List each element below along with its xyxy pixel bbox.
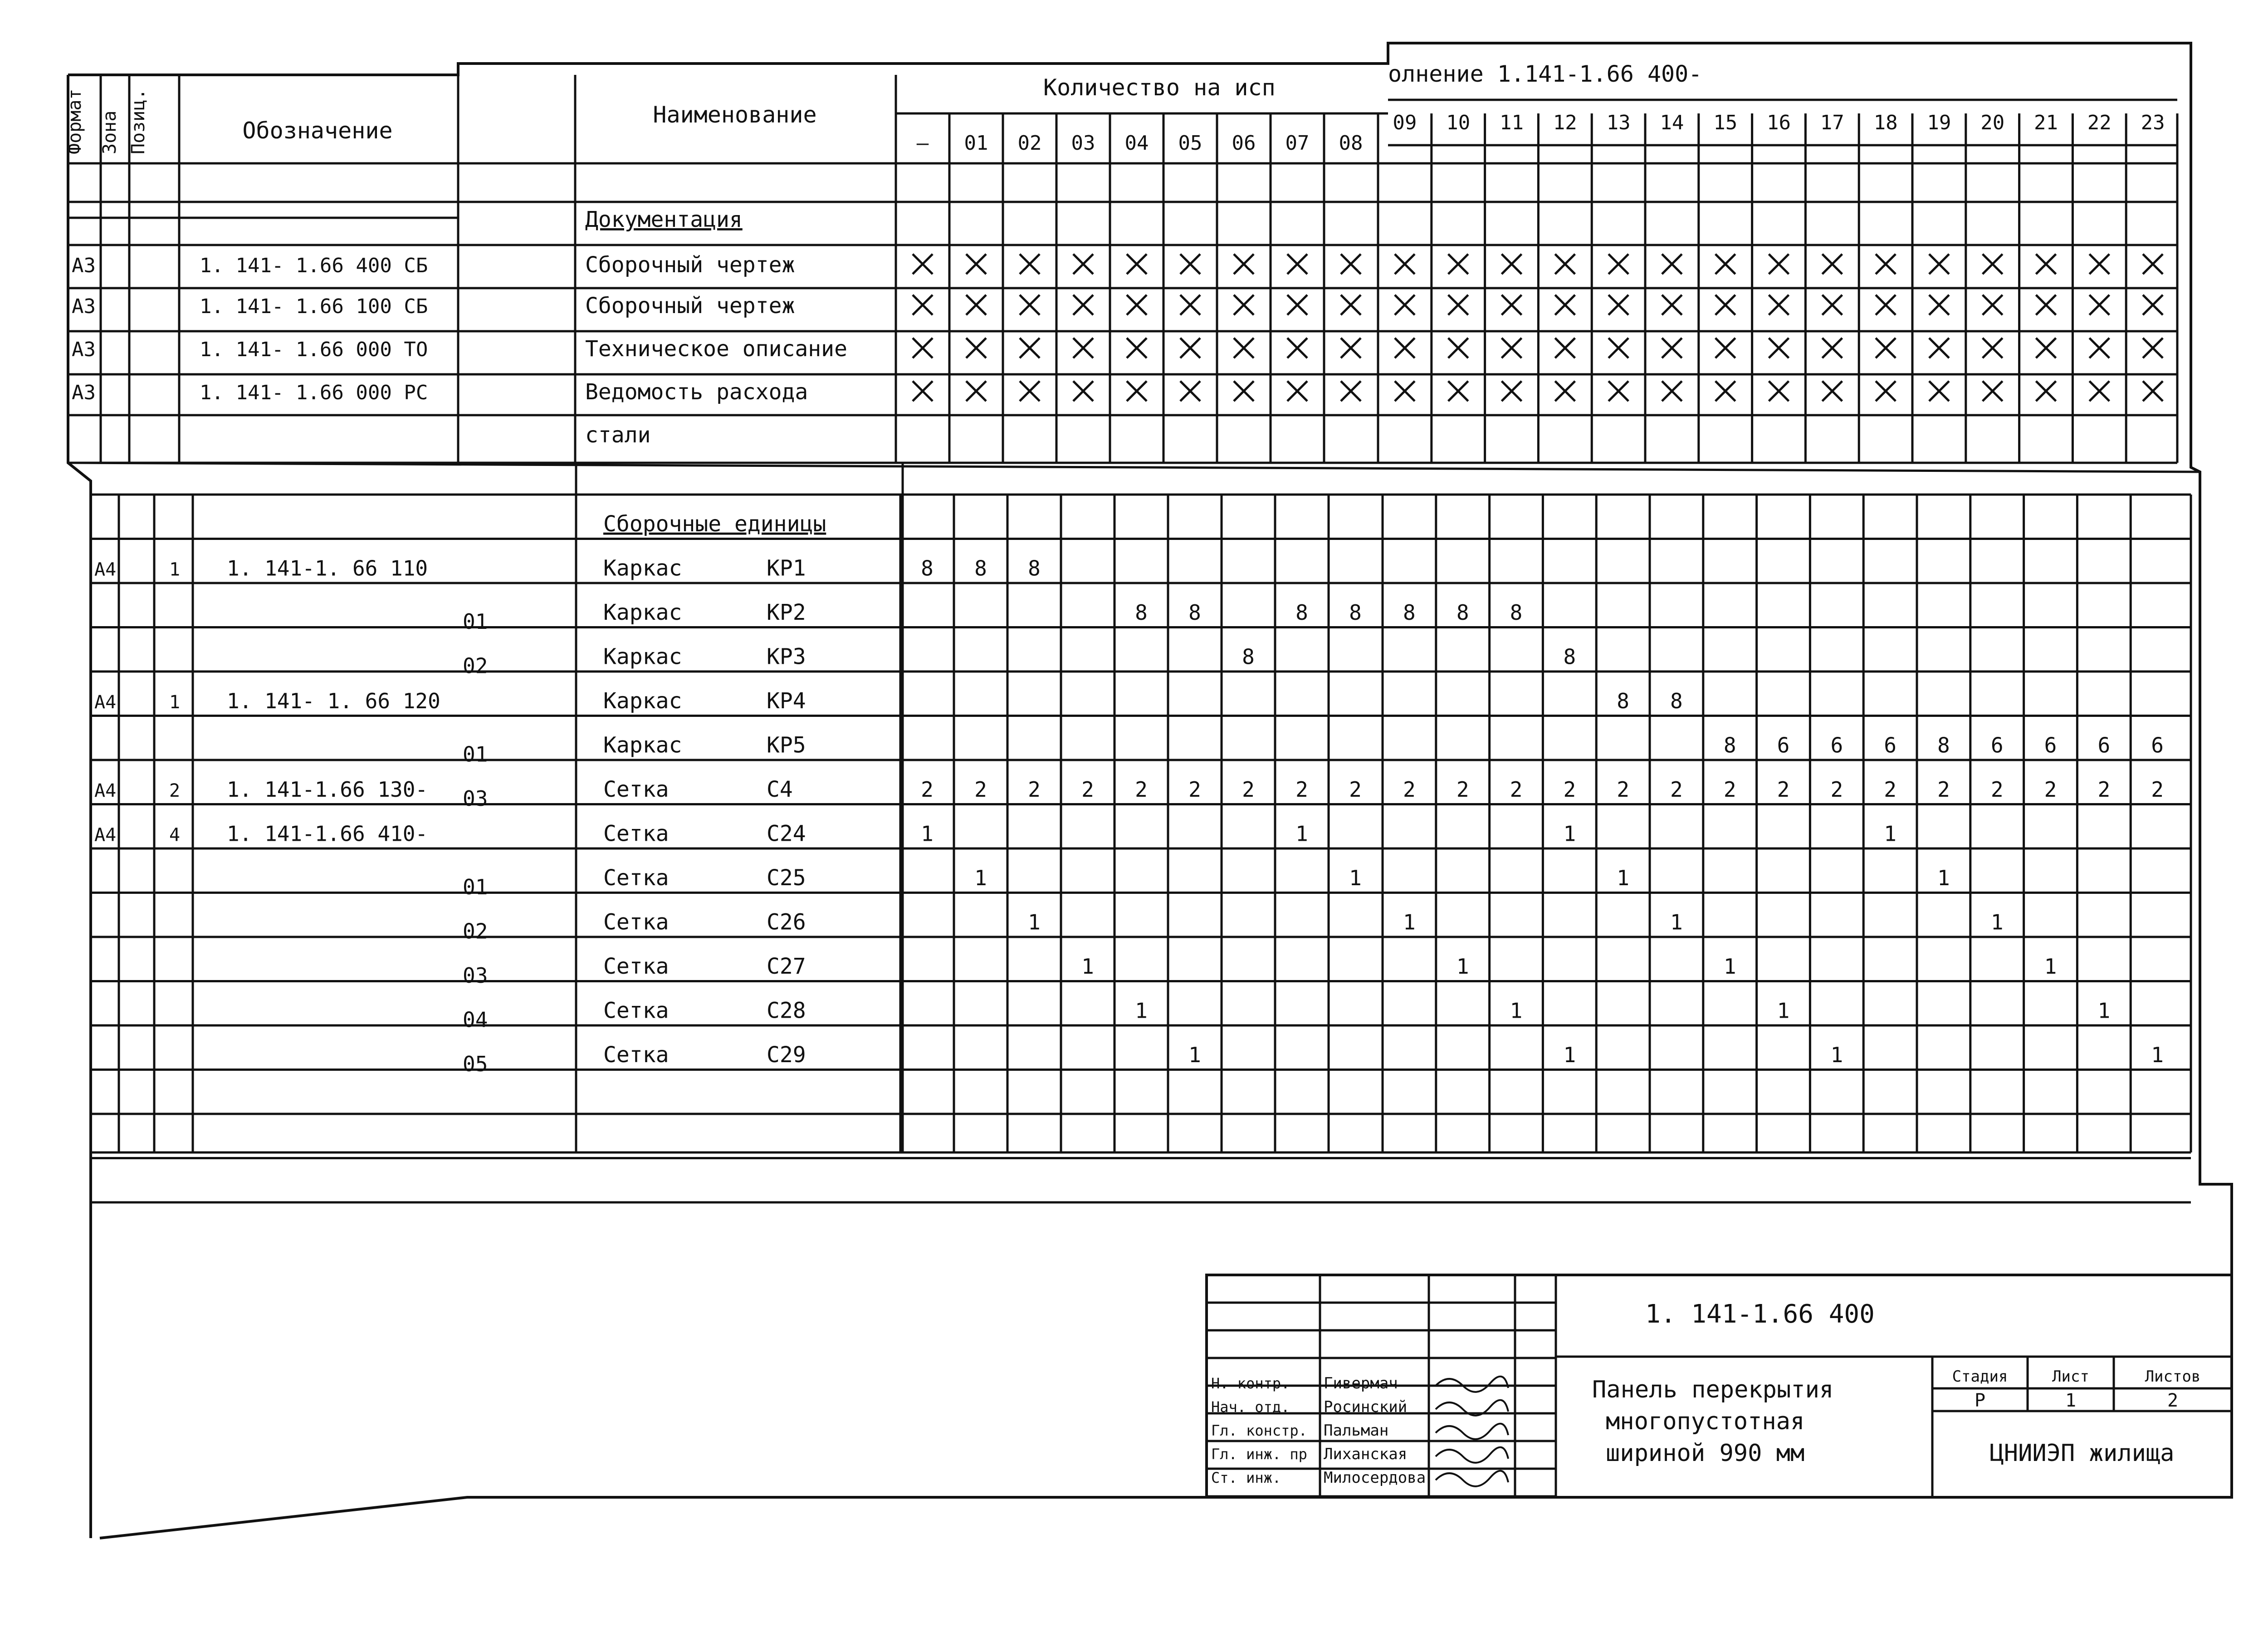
cross-mark bbox=[1448, 295, 1468, 315]
quantity-value: 8 bbox=[1188, 600, 1201, 625]
quantity-value: 1 bbox=[1563, 821, 1576, 846]
quantity-value: 8 bbox=[1617, 688, 1629, 713]
quantity-value: 2 bbox=[1563, 777, 1576, 802]
signature-person: Росинский bbox=[1324, 1398, 1408, 1416]
variant-header-02: 02 bbox=[1017, 132, 1042, 155]
cross-mark bbox=[1929, 254, 1949, 274]
section-heading: Сборочные единицы bbox=[603, 511, 826, 537]
cross-mark bbox=[1180, 254, 1200, 274]
signature-person: Гивермач bbox=[1324, 1374, 1398, 1392]
quantity-value: 8 bbox=[1242, 644, 1255, 669]
unit-name: Каркас bbox=[603, 644, 682, 670]
cross-mark bbox=[1769, 295, 1789, 315]
quantity-value: 8 bbox=[1723, 733, 1736, 758]
unit-code: С25 bbox=[767, 865, 806, 891]
cross-mark bbox=[1822, 381, 1842, 401]
cross-mark bbox=[966, 381, 986, 401]
stage-label: Стадия bbox=[1952, 1368, 2008, 1386]
unit-position: 1 bbox=[169, 691, 181, 713]
cross-mark bbox=[966, 338, 986, 358]
quantity-value: 2 bbox=[1349, 777, 1362, 802]
quantity-value: 2 bbox=[1028, 777, 1041, 802]
cross-mark bbox=[2143, 338, 2163, 358]
quantity-value: 2 bbox=[974, 777, 987, 802]
quantity-value: 1 bbox=[1990, 910, 2004, 935]
signature-person: Милосердова bbox=[1324, 1469, 1426, 1487]
cross-mark bbox=[1448, 381, 1468, 401]
cross-mark bbox=[1822, 254, 1842, 274]
cross-mark bbox=[1876, 295, 1896, 315]
cross-mark bbox=[1073, 254, 1093, 274]
cross-mark bbox=[1287, 338, 1307, 358]
signature-role: Нач. отд. bbox=[1211, 1398, 1290, 1416]
cross-mark bbox=[1180, 295, 1200, 315]
cross-mark bbox=[1502, 254, 1522, 274]
cross-mark bbox=[1876, 254, 1896, 274]
section-heading: Документация bbox=[585, 207, 743, 232]
cross-mark bbox=[2089, 381, 2109, 401]
cross-mark bbox=[1555, 254, 1575, 274]
signature-role: Ст. инж. bbox=[1211, 1469, 1281, 1486]
variant-header-16: 16 bbox=[1767, 111, 1791, 134]
quantity-value: 1 bbox=[1830, 1042, 1843, 1067]
quantity-value: 2 bbox=[1990, 777, 2004, 802]
cross-mark bbox=[1180, 338, 1200, 358]
document-code: 1. 141-1.66 400 bbox=[1645, 1299, 1875, 1329]
cross-mark bbox=[913, 338, 933, 358]
quantity-value: 8 bbox=[1135, 600, 1148, 625]
unit-name: Сетка bbox=[603, 1042, 669, 1068]
cross-mark bbox=[1929, 381, 1949, 401]
organization: ЦНИИЭП жилища bbox=[1989, 1440, 2175, 1467]
cross-mark bbox=[913, 295, 933, 315]
quantity-value: 1 bbox=[1349, 865, 1362, 890]
cross-mark bbox=[1127, 295, 1147, 315]
cross-mark bbox=[2036, 295, 2056, 315]
variant-header-22: 22 bbox=[2087, 111, 2112, 134]
cross-mark bbox=[1234, 338, 1254, 358]
unit-code: КР4 bbox=[767, 688, 806, 714]
quantity-value: 2 bbox=[1617, 777, 1629, 802]
quantity-value: 8 bbox=[1028, 556, 1041, 581]
unit-code: КР3 bbox=[767, 644, 806, 670]
unit-code: С4 bbox=[767, 776, 793, 802]
cross-mark bbox=[1020, 338, 1040, 358]
variant-header-base: – bbox=[916, 132, 929, 155]
variant-header-21: 21 bbox=[2034, 111, 2058, 134]
unit-suffix: 01 bbox=[463, 609, 488, 634]
quantity-value: 2 bbox=[2044, 777, 2057, 802]
unit-suffix: 04 bbox=[463, 1007, 488, 1032]
variant-header-01: 01 bbox=[964, 132, 988, 155]
cross-mark bbox=[1341, 254, 1361, 274]
doc-designation: 1. 141- 1.66 000 ТО bbox=[200, 338, 428, 361]
cross-mark bbox=[1341, 295, 1361, 315]
cross-mark bbox=[2089, 338, 2109, 358]
handwritten-signature bbox=[1436, 1447, 1508, 1463]
unit-designation: 1. 141- 1. 66 120 bbox=[227, 688, 440, 713]
cross-mark bbox=[1876, 338, 1896, 358]
quantity-value: 8 bbox=[974, 556, 987, 581]
unit-name: Сетка bbox=[603, 909, 669, 935]
cross-mark bbox=[1234, 381, 1254, 401]
header-zone: Зона bbox=[99, 110, 120, 154]
unit-suffix: 01 bbox=[463, 874, 488, 899]
quantity-value: 2 bbox=[1403, 777, 1416, 802]
cross-mark bbox=[1341, 381, 1361, 401]
quantity-value: 1 bbox=[1937, 865, 1950, 890]
cross-mark bbox=[2036, 254, 2056, 274]
cross-mark bbox=[1608, 338, 1628, 358]
cross-mark bbox=[1983, 254, 2003, 274]
cross-mark bbox=[1395, 295, 1415, 315]
quantity-value: 2 bbox=[1670, 777, 1683, 802]
cross-mark bbox=[1662, 295, 1682, 315]
cross-mark bbox=[1127, 381, 1147, 401]
cross-mark bbox=[1073, 295, 1093, 315]
cross-mark bbox=[913, 381, 933, 401]
cross-mark bbox=[1769, 381, 1789, 401]
cross-mark bbox=[2143, 295, 2163, 315]
sheet-border-left bbox=[68, 75, 91, 1538]
cross-mark bbox=[1662, 254, 1682, 274]
quantity-value: 2 bbox=[1510, 777, 1523, 802]
stage-value: Р bbox=[1974, 1390, 1986, 1411]
cross-mark bbox=[1769, 338, 1789, 358]
quantity-value: 6 bbox=[2151, 733, 2164, 758]
variant-header-23: 23 bbox=[2141, 111, 2165, 134]
title-line-2: многопустотная bbox=[1606, 1408, 1805, 1435]
sheet-label: Лист bbox=[2052, 1368, 2089, 1386]
quantity-value: 1 bbox=[1403, 910, 1416, 935]
variant-header-07: 07 bbox=[1285, 132, 1310, 155]
doc-name: Сборочный чертеж bbox=[585, 252, 795, 278]
cross-mark bbox=[1287, 295, 1307, 315]
cross-mark bbox=[1020, 254, 1040, 274]
cross-mark bbox=[2143, 254, 2163, 274]
header-name: Наименование bbox=[653, 102, 817, 128]
unit-name: Сетка bbox=[603, 953, 669, 979]
sheets-value: 2 bbox=[2167, 1390, 2179, 1411]
unit-name: Сетка bbox=[603, 865, 669, 891]
quantity-value: 1 bbox=[1456, 954, 1469, 979]
quantity-value: 2 bbox=[1188, 777, 1201, 802]
quantity-value: 2 bbox=[1830, 777, 1843, 802]
quantity-value: 8 bbox=[1403, 600, 1416, 625]
cross-mark bbox=[1662, 381, 1682, 401]
quantity-value: 8 bbox=[1937, 733, 1950, 758]
quantity-value: 8 bbox=[1510, 600, 1523, 625]
quantity-value: 1 bbox=[1510, 998, 1523, 1023]
signature-person: Пальман bbox=[1324, 1422, 1389, 1440]
doc-name: Техническое описание bbox=[585, 336, 847, 362]
unit-position: 2 bbox=[169, 780, 181, 801]
quantity-value: 1 bbox=[1295, 821, 1308, 846]
variant-header-03: 03 bbox=[1071, 132, 1095, 155]
header-designation: Обозначение bbox=[242, 118, 393, 144]
sheet-value: 1 bbox=[2065, 1390, 2077, 1411]
unit-code: С29 bbox=[767, 1042, 806, 1068]
quantity-value: 2 bbox=[1135, 777, 1148, 802]
quantity-value: 1 bbox=[1135, 998, 1148, 1023]
doc-name: Ведомость расхода bbox=[585, 379, 808, 405]
doc-name: стали bbox=[585, 422, 651, 448]
cross-mark bbox=[1608, 381, 1628, 401]
unit-name: Каркас bbox=[603, 599, 682, 625]
cross-mark bbox=[1716, 381, 1735, 401]
signature-role: Гл. инж. пр bbox=[1211, 1446, 1307, 1463]
cross-mark bbox=[1127, 254, 1147, 274]
quantity-value: 1 bbox=[1563, 1042, 1576, 1067]
cross-mark bbox=[1983, 338, 2003, 358]
cross-mark bbox=[1716, 254, 1735, 274]
cross-mark bbox=[1502, 295, 1522, 315]
unit-suffix: 01 bbox=[463, 742, 488, 767]
cross-mark bbox=[1395, 338, 1415, 358]
quantity-value: 1 bbox=[2151, 1042, 2164, 1067]
quantity-value: 6 bbox=[1990, 733, 2004, 758]
cross-mark bbox=[2036, 338, 2056, 358]
quantity-value: 1 bbox=[2044, 954, 2057, 979]
cross-mark bbox=[1020, 381, 1040, 401]
variant-header-14: 14 bbox=[1660, 111, 1684, 134]
signature-role: Н. контр. bbox=[1211, 1375, 1290, 1392]
quantity-value: 2 bbox=[921, 777, 934, 802]
unit-format: А4 bbox=[94, 780, 117, 801]
variant-header-13: 13 bbox=[1606, 111, 1631, 134]
cross-mark bbox=[1073, 338, 1093, 358]
cross-mark bbox=[1395, 381, 1415, 401]
cross-mark bbox=[1929, 338, 1949, 358]
cross-mark bbox=[2036, 381, 2056, 401]
block-joint bbox=[68, 463, 2200, 472]
cross-mark bbox=[1822, 295, 1842, 315]
unit-name: Сетка bbox=[603, 821, 669, 847]
title-line-1: Панель перекрытия bbox=[1592, 1376, 1834, 1403]
cross-mark bbox=[1395, 254, 1415, 274]
unit-code: КР5 bbox=[767, 732, 806, 758]
quantity-value: 6 bbox=[2097, 733, 2111, 758]
unit-position: 4 bbox=[169, 824, 181, 846]
header-format: Формат bbox=[64, 88, 85, 154]
header-position: Позиц. bbox=[128, 88, 149, 154]
quantity-value: 6 bbox=[1884, 733, 1897, 758]
handwritten-signature bbox=[1436, 1377, 1508, 1392]
title-line-3: шириной 990 мм bbox=[1606, 1440, 1805, 1467]
quantity-value: 1 bbox=[1723, 954, 1736, 979]
cross-mark bbox=[1234, 254, 1254, 274]
quantity-value: 2 bbox=[1937, 777, 1950, 802]
quantity-value: 2 bbox=[1777, 777, 1790, 802]
quantity-value: 1 bbox=[1670, 910, 1683, 935]
signature-role: Гл. констр. bbox=[1211, 1422, 1307, 1439]
cross-mark bbox=[1448, 338, 1468, 358]
variant-header-04: 04 bbox=[1124, 132, 1149, 155]
unit-name: Каркас bbox=[603, 732, 682, 758]
unit-format: А4 bbox=[94, 691, 117, 713]
cross-mark bbox=[2089, 295, 2109, 315]
handwritten-signature bbox=[1436, 1424, 1508, 1439]
variant-header-08: 08 bbox=[1339, 132, 1363, 155]
unit-designation: 1. 141-1.66 130- bbox=[227, 777, 428, 802]
doc-designation: 1. 141- 1.66 100 СБ bbox=[200, 295, 428, 318]
cross-mark bbox=[1341, 338, 1361, 358]
cross-mark bbox=[1020, 295, 1040, 315]
doc-name: Сборочный чертеж bbox=[585, 293, 795, 319]
quantity-value: 2 bbox=[1456, 777, 1469, 802]
unit-code: С27 bbox=[767, 953, 806, 979]
quantity-value: 2 bbox=[2097, 777, 2111, 802]
unit-code: С28 bbox=[767, 998, 806, 1024]
cross-mark bbox=[1502, 338, 1522, 358]
cross-mark bbox=[1662, 338, 1682, 358]
unit-code: КР2 bbox=[767, 599, 806, 625]
quantity-value: 1 bbox=[1188, 1042, 1201, 1067]
cross-mark bbox=[1876, 381, 1896, 401]
cross-mark bbox=[1287, 254, 1307, 274]
cross-mark bbox=[2143, 381, 2163, 401]
cross-mark bbox=[1716, 295, 1735, 315]
quantity-value: 1 bbox=[2097, 998, 2111, 1023]
variant-header-05: 05 bbox=[1178, 132, 1202, 155]
unit-name: Каркас bbox=[603, 688, 682, 714]
variant-header-19: 19 bbox=[1927, 111, 1951, 134]
unit-code: КР1 bbox=[767, 555, 806, 581]
unit-name: Сетка bbox=[603, 998, 669, 1024]
unit-name: Каркас bbox=[603, 555, 682, 581]
cross-mark bbox=[913, 254, 933, 274]
cross-mark bbox=[1983, 295, 2003, 315]
quantity-value: 6 bbox=[1777, 733, 1790, 758]
cross-mark bbox=[1716, 338, 1735, 358]
cross-mark bbox=[1608, 295, 1628, 315]
cross-mark bbox=[1822, 338, 1842, 358]
cross-mark bbox=[1555, 381, 1575, 401]
doc-designation: 1. 141- 1.66 000 РС bbox=[200, 381, 428, 404]
quantity-value: 6 bbox=[2044, 733, 2057, 758]
quantity-value: 6 bbox=[1830, 733, 1843, 758]
cross-mark bbox=[966, 295, 986, 315]
variant-header-10: 10 bbox=[1446, 111, 1471, 134]
unit-suffix: 02 bbox=[463, 653, 488, 678]
quantity-value: 1 bbox=[1884, 821, 1897, 846]
doc-format: А3 bbox=[72, 254, 96, 277]
unit-designation: 1. 141-1. 66 110 bbox=[227, 556, 428, 581]
cross-mark bbox=[1287, 381, 1307, 401]
handwritten-signature bbox=[1436, 1471, 1508, 1486]
quantity-value: 2 bbox=[1723, 777, 1736, 802]
unit-designation: 1. 141-1.66 410- bbox=[227, 821, 428, 846]
variant-header-06: 06 bbox=[1232, 132, 1256, 155]
cross-mark bbox=[1983, 381, 2003, 401]
unit-suffix: 03 bbox=[463, 786, 488, 811]
quantity-value: 1 bbox=[921, 821, 934, 846]
variant-header-12: 12 bbox=[1553, 111, 1577, 134]
unit-position: 1 bbox=[169, 559, 181, 580]
unit-suffix: 02 bbox=[463, 919, 488, 944]
quantity-value: 2 bbox=[1295, 777, 1308, 802]
quantity-value: 8 bbox=[1349, 600, 1362, 625]
quantity-value: 2 bbox=[2151, 777, 2164, 802]
cross-mark bbox=[1502, 381, 1522, 401]
quantity-value: 1 bbox=[1081, 954, 1094, 979]
cross-mark bbox=[1127, 338, 1147, 358]
quantity-value: 1 bbox=[974, 865, 987, 890]
cross-mark bbox=[1448, 254, 1468, 274]
cross-mark bbox=[1608, 254, 1628, 274]
cross-mark bbox=[1180, 381, 1200, 401]
title-block bbox=[1207, 1275, 2232, 1497]
variant-header-09: 09 bbox=[1393, 111, 1417, 134]
signature-person: Лиханская bbox=[1324, 1445, 1408, 1463]
cross-mark bbox=[1769, 254, 1789, 274]
cross-mark bbox=[966, 254, 986, 274]
header-quantity-right: олнение 1.141-1.66 400- bbox=[1388, 61, 1702, 87]
cross-mark bbox=[1555, 295, 1575, 315]
unit-code: С24 bbox=[767, 821, 806, 847]
doc-designation: 1. 141- 1.66 400 СБ bbox=[200, 254, 428, 277]
quantity-value: 1 bbox=[1617, 865, 1629, 890]
variant-header-15: 15 bbox=[1713, 111, 1738, 134]
quantity-value: 8 bbox=[1456, 600, 1469, 625]
quantity-value: 2 bbox=[1081, 777, 1094, 802]
doc-format: А3 bbox=[72, 338, 96, 361]
cross-mark bbox=[1555, 338, 1575, 358]
doc-format: А3 bbox=[72, 381, 96, 404]
cross-mark bbox=[1073, 381, 1093, 401]
quantity-value: 8 bbox=[1563, 644, 1576, 669]
quantity-value: 8 bbox=[1295, 600, 1308, 625]
variant-header-18: 18 bbox=[1873, 111, 1898, 134]
quantity-value: 8 bbox=[921, 556, 934, 581]
quantity-value: 2 bbox=[1884, 777, 1897, 802]
variant-header-17: 17 bbox=[1820, 111, 1844, 134]
quantity-value: 1 bbox=[1777, 998, 1790, 1023]
header-quantity-left: Количество на исп bbox=[1043, 74, 1276, 101]
unit-code: С26 bbox=[767, 909, 806, 935]
sheets-label: Листов bbox=[2145, 1368, 2201, 1386]
quantity-value: 1 bbox=[1028, 910, 1041, 935]
unit-format: А4 bbox=[94, 824, 117, 846]
doc-format: А3 bbox=[72, 295, 96, 318]
cross-mark bbox=[1234, 295, 1254, 315]
cross-mark bbox=[1929, 295, 1949, 315]
variant-header-11: 11 bbox=[1500, 111, 1524, 134]
cross-mark bbox=[2089, 254, 2109, 274]
unit-suffix: 03 bbox=[463, 963, 488, 988]
variant-header-20: 20 bbox=[1980, 111, 2005, 134]
unit-format: А4 bbox=[94, 559, 117, 580]
unit-name: Сетка bbox=[603, 776, 669, 802]
quantity-value: 2 bbox=[1242, 777, 1255, 802]
quantity-value: 8 bbox=[1670, 688, 1683, 713]
unit-suffix: 05 bbox=[463, 1051, 488, 1076]
